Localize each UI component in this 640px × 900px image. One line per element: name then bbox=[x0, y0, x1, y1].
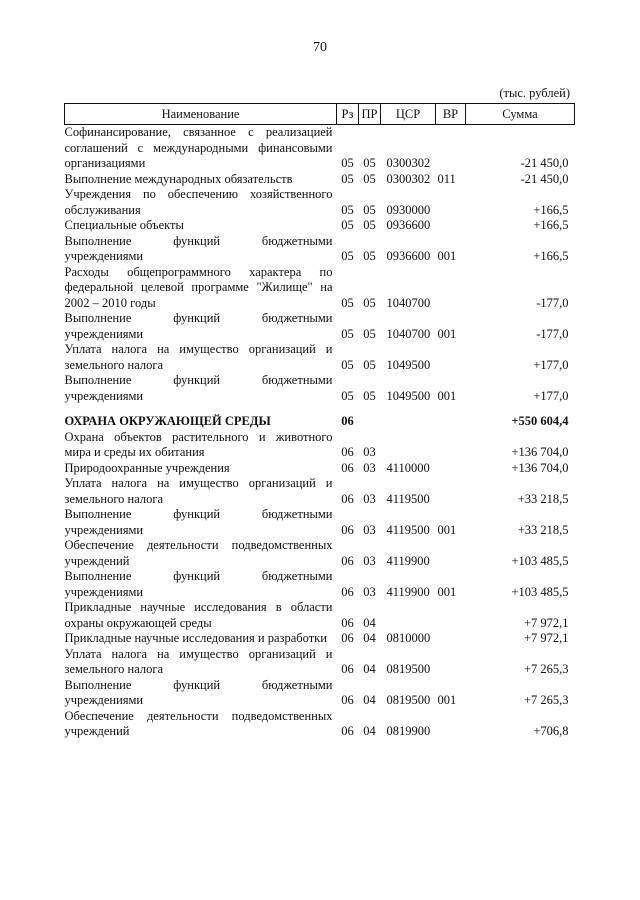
table-row bbox=[65, 172, 575, 188]
row-sum: +166,5 bbox=[533, 249, 569, 263]
row-sum: +550 604,4 bbox=[511, 414, 569, 428]
row-vr: 001 bbox=[437, 522, 457, 537]
row-pr: 03 bbox=[363, 491, 376, 506]
table-row bbox=[65, 507, 575, 538]
row-sum: +166,5 bbox=[533, 218, 569, 232]
units-label: (тыс. рублей) bbox=[499, 86, 570, 100]
row-sum: -21 450,0 bbox=[520, 171, 569, 186]
row-name: Специальные объекты bbox=[64, 218, 184, 232]
row-sum: +7 972,1 bbox=[523, 615, 569, 630]
table-row bbox=[65, 600, 575, 631]
table-row bbox=[65, 430, 575, 461]
row-rz: 05 bbox=[341, 202, 354, 217]
table-row bbox=[65, 218, 575, 234]
row-vr bbox=[436, 265, 466, 312]
table-row bbox=[65, 678, 575, 709]
row-pr: 04 bbox=[363, 631, 376, 645]
row-sum: +103 485,5 bbox=[511, 584, 569, 599]
row-rz: 05 bbox=[341, 249, 354, 263]
row-name: Охрана объектов растительного и животного мира и среды их обитания bbox=[64, 429, 333, 459]
table-row bbox=[65, 709, 575, 740]
table-row bbox=[65, 265, 575, 312]
row-name: Выполнение функций бюджетными учреждениями bbox=[64, 677, 333, 707]
row-rz: 06 bbox=[341, 491, 354, 506]
row-sum: +103 485,5 bbox=[511, 553, 569, 568]
row-pr: 05 bbox=[363, 249, 376, 263]
row-name: Выполнение функций бюджетными учреждениями bbox=[64, 507, 333, 537]
row-rz: 05 bbox=[341, 357, 354, 372]
table-row bbox=[65, 631, 575, 647]
table-row bbox=[65, 125, 575, 172]
row-name: Учреждения по обеспечению хозяйственного обслуживания bbox=[64, 187, 333, 217]
row-name: Софинансирование, связанное с реализацией соглашений с международными финансовыми организациями bbox=[64, 125, 333, 170]
row-rz: 06 bbox=[341, 631, 354, 645]
row-csr: 0819900 bbox=[386, 724, 431, 738]
row-name: Выполнение международных обязательств bbox=[64, 171, 293, 186]
row-pr: 04 bbox=[363, 615, 376, 630]
row-pr: 05 bbox=[363, 388, 376, 403]
row-csr: 0930000 bbox=[386, 202, 431, 217]
row-vr bbox=[436, 430, 466, 461]
row-sum: +136 704,0 bbox=[511, 460, 569, 475]
row-sum: +136 704,0 bbox=[511, 445, 569, 459]
row-name: Обеспечение деятельности подведомственных учреждений bbox=[64, 538, 333, 568]
row-name: Природоохранные учреждения bbox=[64, 460, 230, 475]
row-vr bbox=[436, 647, 466, 678]
row-name: Выполнение функций бюджетными учреждениями bbox=[64, 569, 333, 599]
row-vr bbox=[436, 218, 466, 234]
row-pr: 04 bbox=[363, 693, 376, 707]
row-name: Уплата налога на имущество организаций и земельного налога bbox=[64, 342, 333, 372]
row-vr: 001 bbox=[437, 249, 457, 263]
row-csr: 1049500 bbox=[386, 388, 431, 403]
row-vr bbox=[436, 600, 466, 631]
row-csr: 1049500 bbox=[386, 357, 431, 372]
row-pr: 03 bbox=[363, 522, 376, 537]
row-vr bbox=[436, 414, 466, 430]
row-pr: 05 bbox=[363, 171, 376, 186]
row-csr bbox=[381, 414, 436, 430]
row-pr: 03 bbox=[363, 553, 376, 568]
page-number: 70 bbox=[313, 40, 327, 55]
row-csr: 0819500 bbox=[386, 662, 431, 676]
row-name: Расходы общепрограммного характера по федеральной целевой программе "Жилище" на 2002 – 2010 годы bbox=[64, 264, 333, 310]
row-vr bbox=[436, 187, 466, 218]
table-header-row bbox=[65, 104, 575, 125]
row-pr: 05 bbox=[363, 295, 376, 310]
row-vr bbox=[436, 342, 466, 373]
row-pr: 05 bbox=[363, 156, 376, 170]
row-csr: 1040700 bbox=[386, 295, 431, 310]
table-row bbox=[65, 569, 575, 600]
row-sum: +33 218,5 bbox=[517, 522, 569, 537]
row-name: Обеспечение деятельности подведомственных учреждений bbox=[64, 708, 333, 738]
row-pr: 03 bbox=[363, 460, 376, 475]
table-row bbox=[65, 461, 575, 477]
row-sum: +706,8 bbox=[533, 724, 569, 738]
row-csr: 4119500 bbox=[386, 491, 430, 506]
row-rz: 05 bbox=[341, 171, 354, 186]
header-pr: ПР bbox=[359, 104, 381, 125]
row-csr: 4119900 bbox=[386, 584, 430, 599]
table-row bbox=[65, 342, 575, 373]
row-pr: 05 bbox=[363, 218, 376, 232]
budget-table bbox=[64, 103, 575, 740]
row-sum: +166,5 bbox=[533, 202, 569, 217]
row-vr bbox=[436, 476, 466, 507]
row-name: Прикладные научные исследования и разработки bbox=[64, 631, 327, 645]
row-csr: 4119500 bbox=[386, 522, 430, 537]
row-rz: 06 bbox=[341, 553, 354, 568]
row-csr bbox=[381, 430, 436, 461]
row-csr: 4119900 bbox=[386, 553, 430, 568]
header-name: Наименование bbox=[65, 104, 337, 125]
row-vr bbox=[436, 461, 466, 477]
row-rz: 06 bbox=[341, 693, 354, 707]
row-rz: 05 bbox=[341, 295, 354, 310]
row-sum: -177,0 bbox=[536, 326, 569, 341]
row-rz: 06 bbox=[341, 724, 354, 738]
row-name: Выполнение функций бюджетными учреждениями bbox=[64, 373, 333, 403]
row-rz: 06 bbox=[341, 522, 354, 537]
row-rz: 05 bbox=[341, 326, 354, 341]
row-csr bbox=[381, 600, 436, 631]
row-vr: 001 bbox=[437, 584, 457, 599]
row-vr: 001 bbox=[437, 388, 457, 403]
row-csr: 0936600 bbox=[386, 249, 431, 263]
row-name: ОХРАНА ОКРУЖАЮЩЕЙ СРЕДЫ bbox=[64, 414, 271, 428]
row-sum: -21 450,0 bbox=[520, 156, 569, 170]
row-rz: 06 bbox=[341, 662, 354, 676]
header-vr: ВР bbox=[436, 104, 466, 125]
row-vr bbox=[436, 538, 466, 569]
row-pr: 05 bbox=[363, 326, 376, 341]
row-pr: 04 bbox=[363, 662, 376, 676]
table-row bbox=[65, 476, 575, 507]
header-csr: ЦСР bbox=[381, 104, 436, 125]
row-vr bbox=[436, 125, 466, 172]
row-sum: +177,0 bbox=[533, 388, 569, 403]
row-pr bbox=[359, 414, 381, 430]
row-rz: 05 bbox=[341, 218, 354, 232]
row-name: Выполнение функций бюджетными учреждениями bbox=[64, 311, 333, 341]
table-row bbox=[65, 647, 575, 678]
header-sum: Сумма bbox=[466, 104, 575, 125]
row-csr: 4110000 bbox=[386, 460, 430, 475]
row-rz: 05 bbox=[341, 156, 354, 170]
row-csr: 0300302 bbox=[386, 171, 431, 186]
row-pr: 03 bbox=[363, 445, 376, 459]
row-name: Уплата налога на имущество организаций и земельного налога bbox=[64, 646, 333, 676]
table-row bbox=[65, 234, 575, 265]
row-pr: 05 bbox=[363, 202, 376, 217]
section-row bbox=[65, 414, 575, 430]
row-name: Прикладные научные исследования в области охраны окружающей среды bbox=[64, 600, 333, 630]
row-sum: +33 218,5 bbox=[517, 491, 569, 506]
row-name: Уплата налога на имущество организаций и земельного налога bbox=[64, 476, 333, 506]
row-rz: 06 bbox=[341, 445, 354, 459]
row-vr: 011 bbox=[437, 171, 456, 186]
row-sum: -177,0 bbox=[536, 295, 569, 310]
row-csr: 0300302 bbox=[386, 156, 431, 170]
section-spacer bbox=[65, 404, 575, 414]
row-rz: 06 bbox=[341, 460, 354, 475]
row-vr bbox=[436, 709, 466, 740]
row-pr: 05 bbox=[363, 357, 376, 372]
table-row bbox=[65, 187, 575, 218]
row-csr: 0810000 bbox=[386, 631, 431, 645]
row-sum: +7 972,1 bbox=[523, 631, 569, 645]
row-rz: 06 bbox=[341, 584, 354, 599]
row-sum: +177,0 bbox=[533, 357, 569, 372]
row-name: Выполнение функций бюджетными учреждениями bbox=[64, 233, 333, 263]
row-rz: 06 bbox=[341, 615, 354, 630]
row-csr: 1040700 bbox=[386, 326, 431, 341]
row-csr: 0936600 bbox=[386, 218, 431, 232]
row-vr bbox=[436, 631, 466, 647]
row-csr: 0819500 bbox=[386, 693, 431, 707]
row-vr: 001 bbox=[437, 326, 457, 341]
table-row bbox=[65, 373, 575, 404]
row-sum: +7 265,3 bbox=[523, 662, 569, 676]
row-pr: 03 bbox=[363, 584, 376, 599]
table-body bbox=[65, 125, 575, 740]
table-row bbox=[65, 538, 575, 569]
table-row bbox=[65, 311, 575, 342]
row-vr: 001 bbox=[437, 693, 457, 707]
row-rz: 06 bbox=[341, 414, 354, 428]
row-sum: +7 265,3 bbox=[523, 693, 569, 707]
header-rz: Рз bbox=[337, 104, 359, 125]
row-rz: 05 bbox=[341, 388, 354, 403]
row-pr: 04 bbox=[363, 724, 376, 738]
